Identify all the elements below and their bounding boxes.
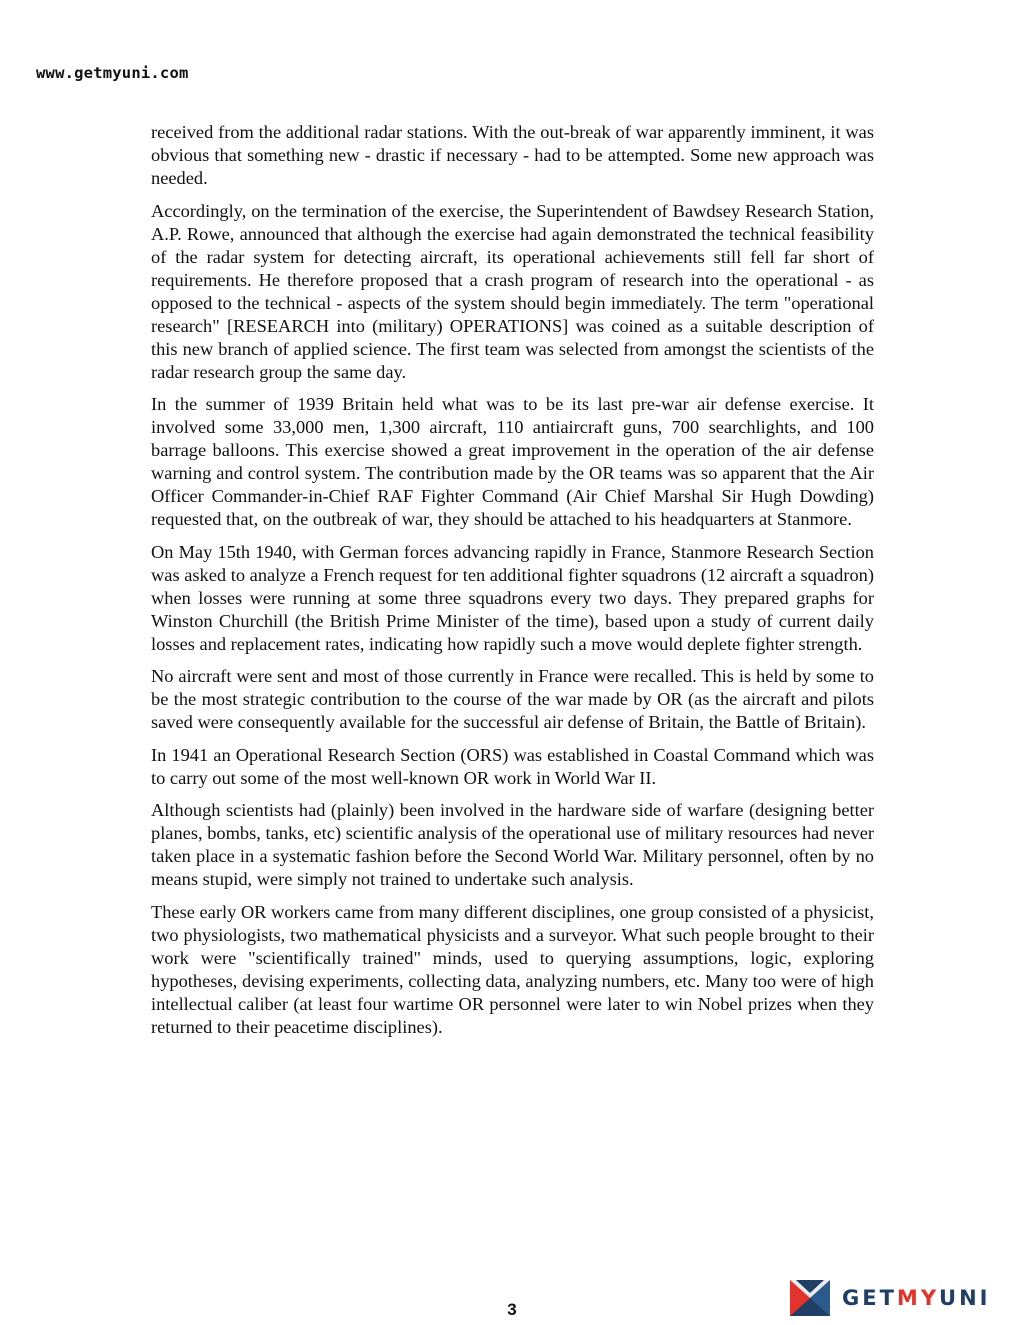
paragraph-3: In the summer of 1939 Britain held what was to be its last pre-war air defense exercise. It involved some 33,000 men, 1,300 aircraft, 110 antiaircraft guns, 700 searchlights, and 100 barrage balloons. This exercise showed a great improvement in the operation of the air defense warning and control system. The contribution made by the OR teams was so apparent that the Air Officer Commander-in-Chief RAF Fighter Command (Air Chief Marshal Sir Hugh Dowding) requested that, on the outbreak of war, they should be attached to his headquarters at Stanmore. (151, 394, 874, 529)
paragraph-1: received from the additional radar stations. With the out-break of war apparently imminent, it was obvious that something new - drastic if necessary - had to be attempted. Some new approach was needed. (151, 122, 874, 188)
paragraph-2: Accordingly, on the termination of the exercise, the Superintendent of Bawdsey Research Station, A.P. Rowe, announced that although the exercise had again demonstrated the technical feasibility of the radar system for detecting aircraft, its operational achievements still fell far short of requirements. He therefore proposed that a crash program of research into the operational - as opposed to the technical - aspects of the system should begin immediately. The term "operational research" [RESEARCH into (military) OPERATIONS] was coined as a suitable description of this new branch of applied science. The first team was selected from amongst the scientists of the radar research group the same day. (151, 200, 874, 382)
page-number: 3 (507, 1300, 517, 1319)
paragraph-7: Although scientists had (plainly) been involved in the hardware side of warfare (designing better planes, bombs, tanks, etc) scientific analysis of the operational use of military resources had never taken place in a systematic fashion before the Second World War. Military personnel, often by no means stupid, were simply not trained to undertake such analysis. (151, 800, 874, 889)
getmyuni-logo-icon (790, 1276, 830, 1320)
paragraph-6: In 1941 an Operational Research Section (ORS) was established in Coastal Command which was to carry out some of the most well-known OR work in World War II. (151, 744, 874, 788)
paragraph-4: On May 15th 1940, with German forces advancing rapidly in France, Stanmore Research Section was asked to analyze a French request for ten additional fighter squadrons (12 aircraft a squadron) when losses were running at some three squadrons every two days. They prepared graphs for Winston Churchill (the British Prime Minister of the time), based upon a study of current daily losses and replacement rates, indicating how rapidly such a move would deplete fighter strength. (151, 541, 874, 654)
paragraph-5: No aircraft were sent and most of those currently in France were recalled. This is held by some to be the most strategic contribution to the course of the war made by OR (as the aircraft and pilots saved were consequently available for the successful air defense of Britain, the Battle of Britain). (151, 666, 874, 732)
site-url: www.getmyuni.com (36, 64, 189, 82)
paragraph-8: These early OR workers came from many different disciplines, one group consisted of a physicist, two physiologists, two mathematical physicists and a surveyor. What such people brought to their work were "scientifically trained" minds, used to querying assumptions, logic, exploring hypotheses, devising experiments, collecting data, analyzing numbers, etc. Many too were of high intellectual caliber (at least four wartime OR personnel were later to win Nobel prizes when they returned to their peacetime disciplines). (151, 901, 874, 1037)
document-body (151, 121, 874, 1048)
logo-wordmark: GETMYUNI (842, 1286, 991, 1310)
getmyuni-logo (790, 1275, 990, 1321)
